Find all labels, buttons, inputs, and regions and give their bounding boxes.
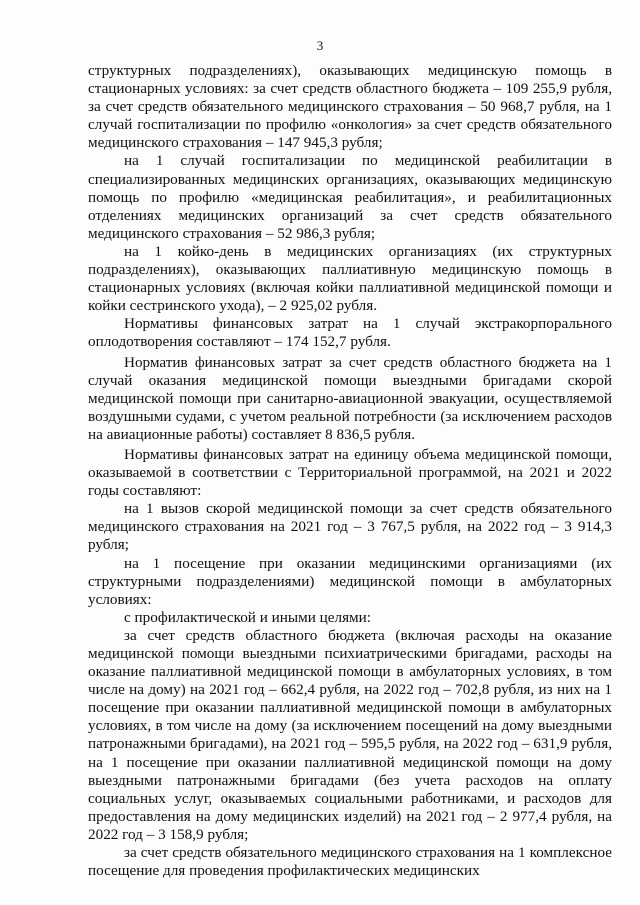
paragraph-outpatient-visit: на 1 посещение при оказании медицинскими организациями (их структурными подразделениями) медицинской помощи в амбулаторных условиях: <box>88 554 612 608</box>
paragraph-eco: Нормативы финансовых затрат на 1 случай экстракорпорального оплодотворения составляют – 174 152,7 рубля. <box>88 315 612 351</box>
paragraph-air-evacuation: Норматив финансовых затрат за счет средств областного бюджета на 1 случай оказания медицинской помощи выездными бригадами скорой медицинской помощи при санитарно-авиационной эвакуации, осуществляемой воздушными судами, с учетом реальной потребности (за исключением расходов на авиационные работы) составляет 8 836,5 рубля. <box>88 353 612 443</box>
paragraph-rehabilitation: на 1 случай госпитализации по медицинской реабилитации в специализированных медицинских организациях, оказывающих медицинскую помощь по профилю «медицинская реабилитация», и реабилитационных отделениях медицинских организаций за счет средств обязательного медицинского страхования – 52 986,3 рубля; <box>88 152 612 242</box>
document-body <box>88 62 612 880</box>
paragraph-palliative-bed-day: на 1 койко-день в медицинских организациях (их структурных подразделениях), оказывающих паллиативную медицинскую помощь в стационарных условиях (включая койки паллиативной медицинской помощи и койки сестринского ухода), – 2 925,02 рубля. <box>88 242 612 315</box>
page-number: 3 <box>316 38 324 53</box>
paragraph-oms-complex-visit: за счет средств обязательного медицинского страхования на 1 комплексное посещение для проведения профилактических медицинских <box>88 844 612 880</box>
paragraph-ambulance-call: на 1 вызов скорой медицинской помощи за счет средств обязательного медицинского страхования на 2021 год – 3 767,5 рубля, на 2022 год – 3 914,3 рубля; <box>88 500 612 554</box>
paragraph-continuation: структурных подразделениях), оказывающих медицинскую помощь в стационарных условиях: за счет средств областного бюджета – 109 255,9 рубля, за счет средств обязательного медицинского страхования – 50 968,7 рубля, на 1 случай госпитализации по профилю «онкология» за счет средств обязательного медицинского страхования – 147 945,3 рубля; <box>88 62 612 152</box>
paragraph-norms-2021-2022: Нормативы финансовых затрат на единицу объема медицинской помощи, оказываемой в соответствии с Территориальной программой, на 2021 и 2022 годы составляют: <box>88 445 612 500</box>
paragraph-preventive-purposes: с профилактической и иными целями: <box>124 608 372 626</box>
paragraph-regional-budget: за счет средств областного бюджета (включая расходы на оказание медицинской помощи выездными психиатрическими бригадами, расходы на оказание паллиативной медицинской помощи в амбулаторных условиях, в том числе на дому) на 2021 год – 662,4 рубля, на 2022 год – 702,8 рубля, из них на 1 посещение при оказании паллиативной медицинской помощи в амбулаторных условиях, в том числе на дому (за исключением посещений на дому выездными патронажными бригадами), на 2021 год – 595,5 рубля, на 2022 год – 631,9 рубля, на 1 посещение при оказании паллиативной медицинской помощи на дому выездными патронажными бригадами (без учета расходов на оплату социальных услуг, оказываемых социальными работниками, и расходов для предоставления на дому медицинских изделий) на 2021 год – 2 977,4 рубля, на 2022 год – 3 158,9 рубля; <box>88 626 612 843</box>
